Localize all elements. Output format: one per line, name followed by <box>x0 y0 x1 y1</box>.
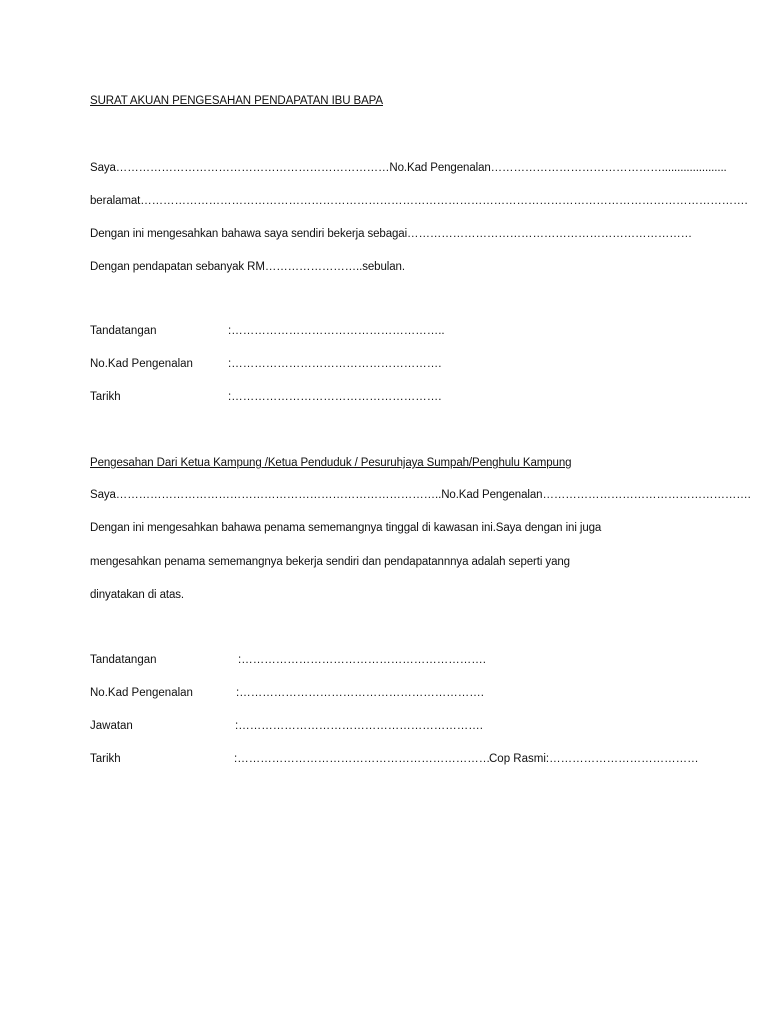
verifier-signature-label: Tandatangan <box>90 654 157 666</box>
document-title: SURAT AKUAN PENGESAHAN PENDAPATAN IBU BAPA <box>90 95 383 107</box>
parent-date-field: :………………………………………………. <box>228 391 442 403</box>
verifier-date-field: :………………………………………………………… <box>234 753 491 765</box>
verification-text-line-1: Dengan ini mengesahkan bahawa penama sememangnya tinggal di kawasan ini.Saya dengan ini juga <box>90 522 602 534</box>
parent-name-ic-line: Saya………………………………………………………………No.Kad Pengenalan………………………………………..................... <box>90 162 727 174</box>
verification-text-line-2: mengesahkan penama sememangnya bekerja sendiri dan pendapatannnya adalah seperti yang <box>90 556 570 568</box>
verification-heading: Pengesahan Dari Ketua Kampung /Ketua Penduduk / Pesuruhjaya Sumpah/Penghulu Kampung <box>90 457 572 469</box>
parent-income-line: Dengan pendapatan sebanyak RM……………………..sebulan. <box>90 261 405 273</box>
verifier-ic-field: :………………………………………………………. <box>236 687 484 699</box>
parent-address-line: beralamat……………………………………………………………………………………………………………………………………………. <box>90 195 748 207</box>
verifier-ic-label: No.Kad Pengenalan <box>90 687 193 699</box>
parent-signature-field: :……………………………………………….. <box>228 325 445 337</box>
verification-text-line-3: dinyatakan di atas. <box>90 589 184 601</box>
verifier-position-label: Jawatan <box>90 720 133 732</box>
parent-date-label: Tarikh <box>90 391 121 403</box>
verifier-signature-field: :………………………………………………………. <box>238 654 486 666</box>
parent-signature-label: Tandatangan <box>90 325 157 337</box>
parent-occupation-line: Dengan ini mengesahkan bahawa saya sendiri bekerja sebagai………………………………………………………………… <box>90 228 693 240</box>
official-stamp-field: Cop Rasmi:………………………………… <box>489 753 699 765</box>
verifier-position-field: :………………………………………………………. <box>235 720 483 732</box>
verifier-date-label: Tarikh <box>90 753 121 765</box>
parent-ic-field: :………………………………………………. <box>228 358 442 370</box>
verifier-name-ic-line: Saya…………………………………………………………………………..No.Kad Pengenalan………………………………………………. <box>90 489 751 501</box>
parent-ic-label: No.Kad Pengenalan <box>90 358 193 370</box>
